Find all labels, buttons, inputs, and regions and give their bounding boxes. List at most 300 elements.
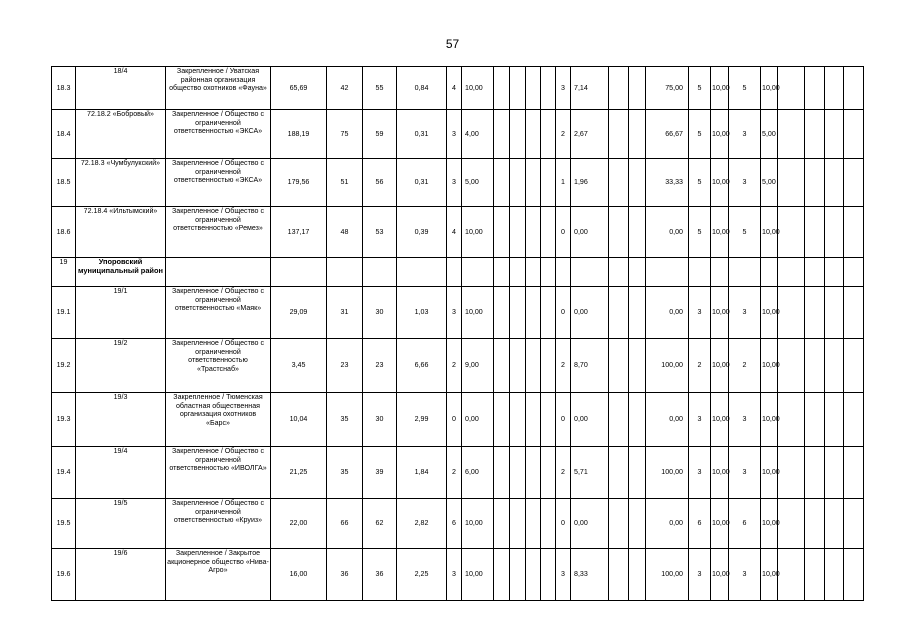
row-number-cell: 19.3 (52, 393, 76, 447)
value-cell: 42 (327, 67, 363, 110)
empty-cell (844, 447, 864, 499)
value-cell: 36 (363, 549, 397, 601)
ratio-cell: 0,31 (397, 110, 447, 159)
page-number: 57 (445, 37, 460, 51)
empty-cell (825, 393, 844, 447)
empty-cell (629, 499, 646, 549)
organization-cell: Закрепленное / Общество с ограниченной ответственностью «Ремез» (166, 207, 271, 258)
empty-cell (825, 447, 844, 499)
points-cell: 10,00 (462, 67, 494, 110)
ratio-cell: 1,84 (397, 447, 447, 499)
empty-cell (526, 207, 541, 258)
organization-cell: Закрепленное / Общество с ограниченной ответственностью «Круиз» (166, 499, 271, 549)
points-cell: 5,00 (761, 110, 778, 159)
score-cell: 4 (447, 67, 462, 110)
empty-cell (778, 339, 805, 393)
table-row (52, 393, 864, 447)
points-cell: 10,00 (711, 549, 729, 601)
empty-cell (510, 207, 526, 258)
percent-cell: 0,00 (646, 393, 689, 447)
score-cell: 2 (447, 339, 462, 393)
empty-cell (778, 393, 805, 447)
value-cell: 53 (363, 207, 397, 258)
score-cell: 6 (689, 499, 711, 549)
score-cell: 3 (729, 447, 761, 499)
empty-cell (494, 110, 510, 159)
value-cell: 30 (363, 393, 397, 447)
value-cell: 30 (363, 287, 397, 339)
empty-cell (629, 393, 646, 447)
table-row (52, 499, 864, 549)
empty-cell (541, 287, 556, 339)
empty-cell (629, 110, 646, 159)
hunting-ground-name-cell: 19/5 (76, 499, 166, 549)
empty-cell (510, 287, 526, 339)
percent-cell: 0,00 (646, 207, 689, 258)
area-cell: 179,56 (271, 159, 327, 207)
table-body (52, 67, 864, 601)
organization-cell: Закрепленное / Общество с ограниченной ответственностью «Трастснаб» (166, 339, 271, 393)
empty-cell (689, 258, 711, 287)
empty-cell (609, 258, 629, 287)
empty-cell (541, 110, 556, 159)
hunting-grounds-table (51, 66, 864, 601)
value-cell: 36 (327, 549, 363, 601)
score-cell: 2 (556, 447, 571, 499)
score-cell: 0 (556, 207, 571, 258)
score-cell: 6 (729, 499, 761, 549)
empty-cell (778, 549, 805, 601)
score-cell: 6 (447, 499, 462, 549)
score-cell: 2 (689, 339, 711, 393)
value-cell: 59 (363, 110, 397, 159)
score-cell: 0 (556, 499, 571, 549)
ratio-cell: 2,82 (397, 499, 447, 549)
hunting-ground-name-cell: 72.18.2 «Бобровый» (76, 110, 166, 159)
percent-cell: 33,33 (646, 159, 689, 207)
score-cell: 5 (689, 110, 711, 159)
empty-cell (844, 110, 864, 159)
points-cell: 10,00 (711, 499, 729, 549)
value-cell: 31 (327, 287, 363, 339)
empty-cell (609, 499, 629, 549)
table-row (52, 110, 864, 159)
empty-cell (629, 159, 646, 207)
empty-cell (778, 110, 805, 159)
organization-cell: Закрепленное / Общество с ограниченной ответственностью «ИВОЛГА» (166, 447, 271, 499)
percent-cell: 75,00 (646, 67, 689, 110)
percent-cell: 100,00 (646, 339, 689, 393)
score-cell: 3 (729, 287, 761, 339)
points-cell: 1,96 (571, 159, 609, 207)
organization-cell: Закрепленное / Общество с ограниченной ответственностью «Маяк» (166, 287, 271, 339)
section-row (52, 258, 864, 287)
points-cell: 10,00 (711, 393, 729, 447)
value-cell: 62 (363, 499, 397, 549)
empty-cell (629, 339, 646, 393)
points-cell: 0,00 (571, 499, 609, 549)
hunting-ground-name-cell: 72.18.4 «Ильтымский» (76, 207, 166, 258)
value-cell: 48 (327, 207, 363, 258)
value-cell: 56 (363, 159, 397, 207)
score-cell: 3 (447, 159, 462, 207)
row-number-cell: 19.4 (52, 447, 76, 499)
empty-cell (526, 110, 541, 159)
empty-cell (844, 549, 864, 601)
empty-cell (805, 67, 825, 110)
score-cell: 2 (556, 110, 571, 159)
empty-cell (778, 499, 805, 549)
score-cell: 2 (729, 339, 761, 393)
empty-cell (510, 499, 526, 549)
hunting-ground-name-cell: 19/2 (76, 339, 166, 393)
row-number-cell: 19.6 (52, 549, 76, 601)
empty-cell (526, 549, 541, 601)
points-cell: 7,14 (571, 67, 609, 110)
empty-cell (609, 549, 629, 601)
empty-cell (629, 207, 646, 258)
row-number-cell: 19.2 (52, 339, 76, 393)
points-cell: 6,00 (462, 447, 494, 499)
value-cell: 23 (327, 339, 363, 393)
area-cell: 29,09 (271, 287, 327, 339)
empty-cell (494, 287, 510, 339)
empty-cell (825, 549, 844, 601)
empty-cell (510, 549, 526, 601)
score-cell: 0 (556, 393, 571, 447)
table-row (52, 287, 864, 339)
empty-cell (825, 339, 844, 393)
area-cell: 65,69 (271, 67, 327, 110)
score-cell: 3 (729, 110, 761, 159)
value-cell: 55 (363, 67, 397, 110)
score-cell: 5 (689, 207, 711, 258)
points-cell: 8,70 (571, 339, 609, 393)
score-cell: 3 (556, 549, 571, 601)
empty-cell (526, 159, 541, 207)
empty-cell (510, 393, 526, 447)
score-cell: 3 (556, 67, 571, 110)
empty-cell (541, 447, 556, 499)
empty-cell (510, 67, 526, 110)
area-cell: 188,19 (271, 110, 327, 159)
empty-cell (510, 159, 526, 207)
points-cell: 0,00 (571, 287, 609, 339)
area-cell: 137,17 (271, 207, 327, 258)
ratio-cell: 2,99 (397, 393, 447, 447)
points-cell: 10,00 (462, 287, 494, 339)
points-cell: 10,00 (761, 339, 778, 393)
points-cell: 10,00 (711, 287, 729, 339)
value-cell: 35 (327, 393, 363, 447)
empty-cell (526, 339, 541, 393)
empty-cell (541, 499, 556, 549)
empty-cell (778, 207, 805, 258)
empty-cell (494, 339, 510, 393)
district-name-cell: Упоровский муниципальный район (76, 258, 166, 287)
empty-cell (526, 393, 541, 447)
organization-cell: Закрепленное / Общество с ограниченной ответственностью «ЭКСА» (166, 110, 271, 159)
empty-cell (844, 159, 864, 207)
empty-cell (494, 499, 510, 549)
points-cell: 10,00 (462, 207, 494, 258)
empty-cell (844, 393, 864, 447)
empty-cell (327, 258, 363, 287)
empty-cell (541, 67, 556, 110)
empty-cell (363, 258, 397, 287)
empty-cell (805, 339, 825, 393)
hunting-ground-name-cell: 18/4 (76, 67, 166, 110)
points-cell: 10,00 (761, 499, 778, 549)
points-cell: 10,00 (462, 549, 494, 601)
empty-cell (778, 67, 805, 110)
empty-cell (778, 159, 805, 207)
empty-cell (494, 159, 510, 207)
points-cell: 10,00 (711, 67, 729, 110)
empty-cell (844, 287, 864, 339)
table-row (52, 549, 864, 601)
points-cell: 10,00 (711, 207, 729, 258)
area-cell: 21,25 (271, 447, 327, 499)
score-cell: 5 (689, 67, 711, 110)
empty-cell (556, 258, 571, 287)
hunting-ground-name-cell: 19/4 (76, 447, 166, 499)
score-cell: 3 (689, 393, 711, 447)
empty-cell (397, 258, 447, 287)
empty-cell (805, 207, 825, 258)
points-cell: 9,00 (462, 339, 494, 393)
points-cell: 10,00 (711, 339, 729, 393)
empty-cell (541, 339, 556, 393)
empty-cell (609, 67, 629, 110)
empty-cell (844, 207, 864, 258)
area-cell: 10,04 (271, 393, 327, 447)
empty-cell (805, 110, 825, 159)
empty-cell (462, 258, 494, 287)
hunting-ground-name-cell: 19/1 (76, 287, 166, 339)
empty-cell (510, 258, 526, 287)
points-cell: 0,00 (462, 393, 494, 447)
ratio-cell: 0,84 (397, 67, 447, 110)
empty-cell (526, 447, 541, 499)
score-cell: 3 (729, 549, 761, 601)
score-cell: 3 (447, 110, 462, 159)
hunting-ground-name-cell: 19/3 (76, 393, 166, 447)
table-row (52, 207, 864, 258)
value-cell: 75 (327, 110, 363, 159)
ratio-cell: 0,39 (397, 207, 447, 258)
points-cell: 10,00 (761, 447, 778, 499)
empty-cell (526, 287, 541, 339)
empty-cell (629, 447, 646, 499)
percent-cell: 100,00 (646, 549, 689, 601)
table-row (52, 159, 864, 207)
organization-cell: Закрепленное / Уватская районная организация общество охотников «Фауна» (166, 67, 271, 110)
area-cell: 16,00 (271, 549, 327, 601)
percent-cell: 100,00 (646, 447, 689, 499)
score-cell: 3 (689, 549, 711, 601)
empty-cell (805, 287, 825, 339)
points-cell: 5,00 (462, 159, 494, 207)
empty-cell (541, 258, 556, 287)
empty-cell (761, 258, 778, 287)
empty-cell (825, 258, 844, 287)
empty-cell (844, 67, 864, 110)
score-cell: 3 (729, 393, 761, 447)
empty-cell (609, 110, 629, 159)
table-row (52, 339, 864, 393)
points-cell: 0,00 (571, 393, 609, 447)
empty-cell (805, 393, 825, 447)
organization-cell: Закрепленное / Закрытое акционерное общество «Нива-Агро» (166, 549, 271, 601)
empty-cell (526, 258, 541, 287)
row-number-cell: 18.6 (52, 207, 76, 258)
score-cell: 3 (729, 159, 761, 207)
empty-cell (494, 207, 510, 258)
empty-cell (526, 499, 541, 549)
ratio-cell: 6,66 (397, 339, 447, 393)
table-row (52, 67, 864, 110)
empty-cell (494, 67, 510, 110)
empty-cell (805, 159, 825, 207)
points-cell: 10,00 (711, 110, 729, 159)
score-cell: 1 (556, 159, 571, 207)
empty-cell (609, 339, 629, 393)
empty-cell (271, 258, 327, 287)
points-cell: 5,00 (761, 159, 778, 207)
area-cell: 3,45 (271, 339, 327, 393)
score-cell: 0 (556, 287, 571, 339)
empty-cell (825, 110, 844, 159)
points-cell: 0,00 (571, 207, 609, 258)
empty-cell (541, 393, 556, 447)
empty-cell (844, 499, 864, 549)
empty-cell (166, 258, 271, 287)
points-cell: 10,00 (761, 67, 778, 110)
score-cell: 5 (729, 67, 761, 110)
score-cell: 2 (447, 447, 462, 499)
points-cell: 10,00 (761, 287, 778, 339)
empty-cell (825, 499, 844, 549)
table-row (52, 447, 864, 499)
organization-cell: Закрепленное / Общество с ограниченной ответственностью «ЭКСА» (166, 159, 271, 207)
points-cell: 10,00 (711, 447, 729, 499)
value-cell: 39 (363, 447, 397, 499)
points-cell: 4,00 (462, 110, 494, 159)
empty-cell (571, 258, 609, 287)
empty-cell (629, 287, 646, 339)
points-cell: 10,00 (761, 207, 778, 258)
empty-cell (805, 258, 825, 287)
ratio-cell: 1,03 (397, 287, 447, 339)
empty-cell (541, 207, 556, 258)
empty-cell (729, 258, 761, 287)
empty-cell (609, 159, 629, 207)
empty-cell (844, 258, 864, 287)
empty-cell (609, 207, 629, 258)
empty-cell (629, 67, 646, 110)
empty-cell (778, 447, 805, 499)
hunting-ground-name-cell: 72.18.3 «Чумбулукский» (76, 159, 166, 207)
empty-cell (510, 110, 526, 159)
empty-cell (629, 549, 646, 601)
empty-cell (825, 287, 844, 339)
score-cell: 3 (689, 287, 711, 339)
empty-cell (825, 159, 844, 207)
row-number-cell: 19.1 (52, 287, 76, 339)
empty-cell (805, 499, 825, 549)
empty-cell (825, 67, 844, 110)
score-cell: 3 (447, 549, 462, 601)
empty-cell (494, 393, 510, 447)
row-number-cell: 18.3 (52, 67, 76, 110)
area-cell: 22,00 (271, 499, 327, 549)
empty-cell (646, 258, 689, 287)
empty-cell (609, 393, 629, 447)
score-cell: 5 (689, 159, 711, 207)
score-cell: 2 (556, 339, 571, 393)
empty-cell (541, 549, 556, 601)
empty-cell (526, 67, 541, 110)
empty-cell (609, 447, 629, 499)
empty-cell (805, 549, 825, 601)
score-cell: 0 (447, 393, 462, 447)
row-number-cell: 18.5 (52, 159, 76, 207)
empty-cell (609, 287, 629, 339)
ratio-cell: 0,31 (397, 159, 447, 207)
points-cell: 8,33 (571, 549, 609, 601)
points-cell: 10,00 (761, 393, 778, 447)
hunting-ground-name-cell: 19/6 (76, 549, 166, 601)
value-cell: 66 (327, 499, 363, 549)
empty-cell (629, 258, 646, 287)
empty-cell (494, 549, 510, 601)
score-cell: 3 (689, 447, 711, 499)
percent-cell: 0,00 (646, 287, 689, 339)
empty-cell (541, 159, 556, 207)
empty-cell (844, 339, 864, 393)
organization-cell: Закрепленное / Тюменская областная общественная организация охотников «Барс» (166, 393, 271, 447)
empty-cell (510, 447, 526, 499)
score-cell: 4 (447, 207, 462, 258)
score-cell: 3 (447, 287, 462, 339)
percent-cell: 66,67 (646, 110, 689, 159)
points-cell: 10,00 (761, 549, 778, 601)
empty-cell (825, 207, 844, 258)
value-cell: 23 (363, 339, 397, 393)
ratio-cell: 2,25 (397, 549, 447, 601)
value-cell: 35 (327, 447, 363, 499)
empty-cell (494, 447, 510, 499)
empty-cell (778, 258, 805, 287)
empty-cell (778, 287, 805, 339)
empty-cell (805, 447, 825, 499)
points-cell: 5,71 (571, 447, 609, 499)
points-cell: 10,00 (711, 159, 729, 207)
empty-cell (711, 258, 729, 287)
value-cell: 51 (327, 159, 363, 207)
row-number-cell: 18.4 (52, 110, 76, 159)
row-number-cell: 19.5 (52, 499, 76, 549)
row-number-cell: 19 (52, 258, 76, 287)
empty-cell (447, 258, 462, 287)
empty-cell (510, 339, 526, 393)
percent-cell: 0,00 (646, 499, 689, 549)
score-cell: 5 (729, 207, 761, 258)
empty-cell (494, 258, 510, 287)
points-cell: 10,00 (462, 499, 494, 549)
points-cell: 2,67 (571, 110, 609, 159)
